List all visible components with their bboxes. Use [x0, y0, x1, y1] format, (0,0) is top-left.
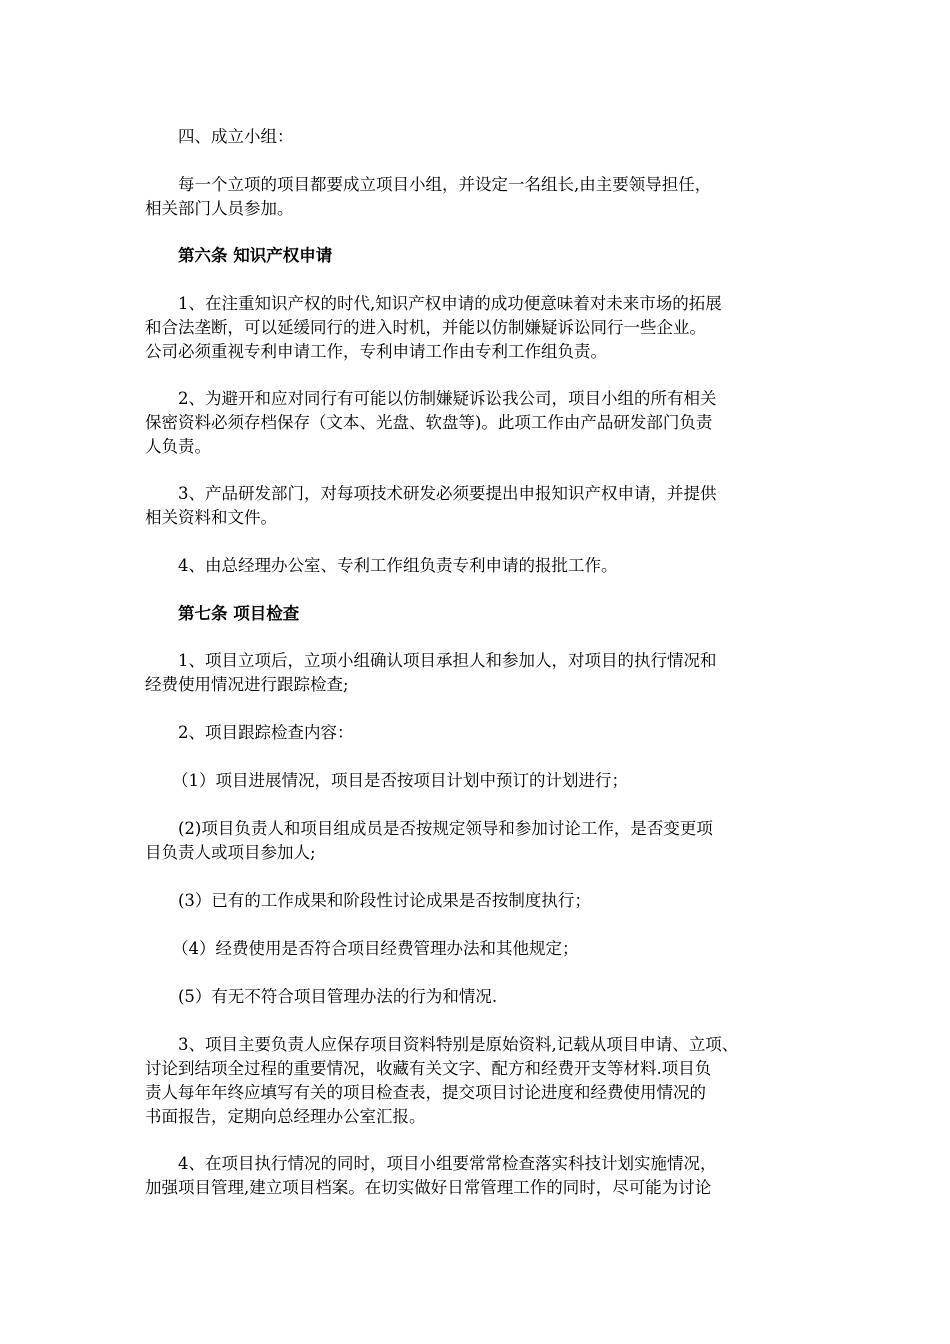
- heading-text: 第六条 知识产权申请: [178, 246, 333, 265]
- paragraph-ip-3: [145, 482, 825, 530]
- text-line: 加强项目管理,建立项目档案。在切实做好日常管理工作的同时，尽可能为讨论: [145, 1178, 712, 1197]
- paragraph-check-item-4: [145, 937, 825, 961]
- paragraph-check-3: [145, 1033, 825, 1129]
- text-line: 相关部门人员参加。: [145, 199, 294, 218]
- paragraph-check-4: [145, 1152, 825, 1200]
- text-line: 保密资料必须存档保存（文本、光盘、软盘等)。此项工作由产品研发部门负责: [145, 413, 713, 432]
- heading-article-six: [145, 244, 825, 268]
- text-line: (2)项目负责人和项目组成员是否按规定领导和参加讨论工作，是否变更项: [178, 819, 713, 838]
- paragraph-ip-1: [145, 292, 825, 364]
- text-line: 四、成立小组：: [178, 127, 294, 146]
- heading-article-seven: [145, 602, 825, 626]
- text-line: 相关资料和文件。: [145, 508, 277, 527]
- text-line: 2、为避开和应对同行有可能以仿制嫌疑诉讼我公司，项目小组的所有相关: [178, 389, 717, 408]
- paragraph-check-2: [145, 721, 825, 745]
- text-line: (5）有无不符合项目管理办法的行为和情况.: [178, 987, 498, 1006]
- text-line: （1）项目进展情况，项目是否按项目计划中预订的计划进行；: [172, 771, 628, 790]
- paragraph-section-four: [145, 125, 825, 149]
- paragraph-check-item-1: [145, 769, 825, 793]
- text-line: 2、项目跟踪检查内容：: [178, 723, 354, 742]
- text-line: 讨论到结项全过程的重要情况，收藏有关文字、配方和经费开支等材料.项目负: [145, 1059, 712, 1078]
- text-line: 人负责。: [145, 437, 211, 456]
- paragraph-check-item-3: [145, 889, 825, 913]
- paragraph-group-setup: [145, 173, 825, 221]
- text-line: 4、在项目执行情况的同时，项目小组要常常检查落实科技计划实施情况，: [178, 1154, 717, 1173]
- text-line: 书面报告，定期向总经理办公室汇报。: [145, 1107, 426, 1126]
- text-line: 和合法垄断，可以延缓同行的进入时机，并能以仿制嫌疑诉讼同行一些企业。: [145, 318, 706, 337]
- paragraph-ip-2: [145, 387, 825, 459]
- paragraph-ip-4: [145, 554, 825, 578]
- text-line: 目负责人或项目参加人;: [145, 843, 316, 862]
- text-line: 1、在注重知识产权的时代,知识产权申请的成功便意味着对未来市场的拓展: [178, 294, 722, 313]
- text-line: (3）已有的工作成果和阶段性讨论成果是否按制度执行；: [178, 891, 591, 910]
- text-line: 1、项目立项后，立项小组确认项目承担人和参加人，对项目的执行情况和: [178, 651, 717, 670]
- text-line: 3、项目主要负责人应保存项目资料特别是原始资料,记载从项目申请、立项、: [178, 1035, 739, 1054]
- text-line: 经费使用情况进行跟踪检查;: [145, 675, 349, 694]
- paragraph-check-item-2: [145, 817, 825, 865]
- text-line: 责人每年年终应填写有关的项目检查表，提交项目讨论进度和经费使用情况的: [145, 1083, 706, 1102]
- heading-text: 第七条 项目检查: [178, 604, 300, 623]
- paragraph-check-1: [145, 649, 825, 697]
- text-line: 公司必须重视专利申请工作，专利申请工作由专利工作组负责。: [145, 342, 607, 361]
- text-line: （4）经费使用是否符合项目经费管理办法和其他规定；: [172, 939, 579, 958]
- text-line: 4、由总经理办公室、专利工作组负责专利申请的报批工作。: [178, 556, 618, 575]
- text-line: 每一个立项的项目都要成立项目小组，并设定一名组长,由主要领导担任，: [178, 175, 712, 194]
- paragraph-check-item-5: [145, 985, 825, 1009]
- text-line: 3、产品研发部门，对每项技术研发必须要提出申报知识产权申请，并提供: [178, 484, 717, 503]
